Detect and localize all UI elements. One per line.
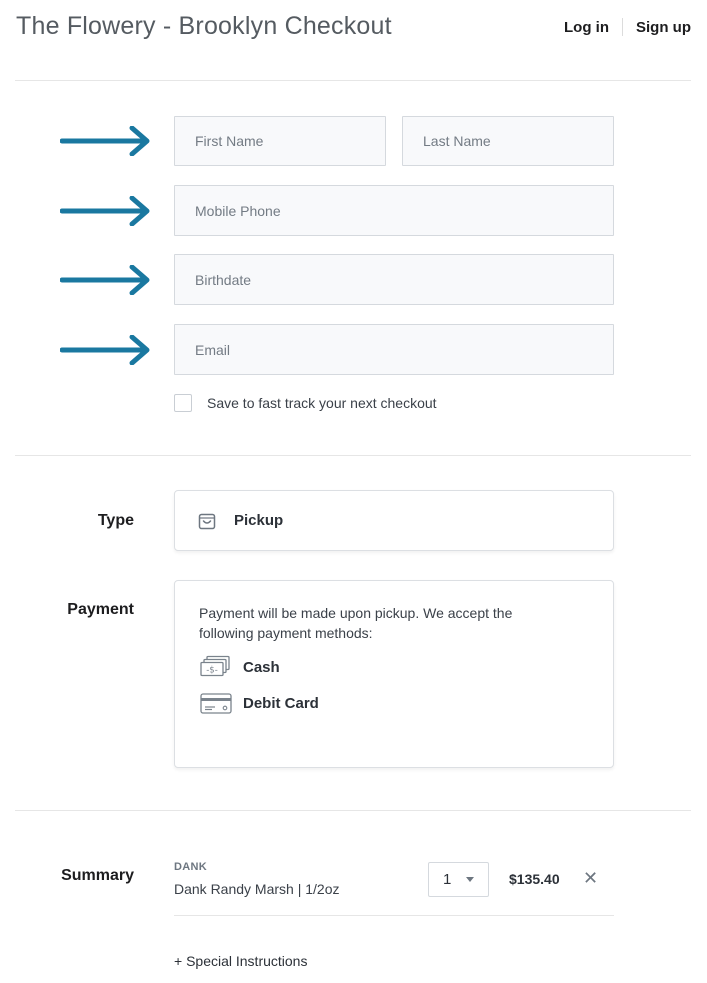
mobile-phone-field[interactable] xyxy=(174,185,614,236)
save-checkbox-label: Save to fast track your next checkout xyxy=(207,395,437,411)
arrow-right-icon xyxy=(60,196,152,226)
page-title: The Flowery - Brooklyn Checkout xyxy=(16,12,392,40)
payment-section-label: Payment xyxy=(67,601,134,618)
special-instructions-link[interactable]: + Special Instructions xyxy=(174,953,308,969)
first-name-field[interactable] xyxy=(174,116,386,166)
cash-icon xyxy=(199,655,233,679)
quantity-value: 1 xyxy=(443,871,452,888)
birthdate-field[interactable] xyxy=(174,254,614,305)
product-price: $135.40 xyxy=(509,871,560,887)
chevron-down-icon xyxy=(466,877,474,882)
arrow-right-icon xyxy=(60,335,152,365)
divider xyxy=(15,810,691,811)
payment-method-label: Debit Card xyxy=(243,694,319,712)
arrow-right-icon xyxy=(60,265,152,295)
login-link[interactable]: Log in xyxy=(564,18,609,36)
email-field[interactable] xyxy=(174,324,614,375)
svg-text:-$-: -$- xyxy=(206,665,218,676)
signup-link[interactable]: Sign up xyxy=(636,18,691,36)
mobile-phone-input[interactable] xyxy=(195,186,613,235)
summary-section-label: Summary xyxy=(61,867,134,884)
type-value: Pickup xyxy=(234,512,284,529)
payment-description: Payment will be made upon pickup. We accept the following payment methods: xyxy=(199,605,513,641)
item-divider xyxy=(174,915,614,916)
divider xyxy=(15,80,691,81)
birthdate-input[interactable] xyxy=(195,255,613,304)
bag-icon xyxy=(197,511,217,531)
payment-method-debit-card xyxy=(199,691,589,715)
save-checkout-option[interactable] xyxy=(174,394,437,412)
divider xyxy=(15,455,691,456)
payment-info-card xyxy=(174,580,614,768)
email-input[interactable] xyxy=(195,325,613,374)
quantity-select[interactable] xyxy=(428,862,489,897)
payment-method-label: Cash xyxy=(243,658,280,676)
save-checkbox[interactable] xyxy=(174,394,192,412)
product-brand: DANK xyxy=(174,861,207,873)
last-name-field[interactable] xyxy=(402,116,614,166)
payment-method-cash xyxy=(199,655,589,679)
product-name: Dank Randy Marsh | 1/2oz xyxy=(174,881,340,897)
auth-links xyxy=(564,18,691,36)
pickup-type-option[interactable] xyxy=(174,490,614,551)
arrow-right-icon xyxy=(60,126,152,156)
last-name-input[interactable] xyxy=(423,117,613,165)
remove-item-icon[interactable]: ✕ xyxy=(583,868,599,888)
debit-card-icon xyxy=(199,691,233,715)
first-name-input[interactable] xyxy=(195,117,385,165)
type-section-label: Type xyxy=(97,512,134,529)
